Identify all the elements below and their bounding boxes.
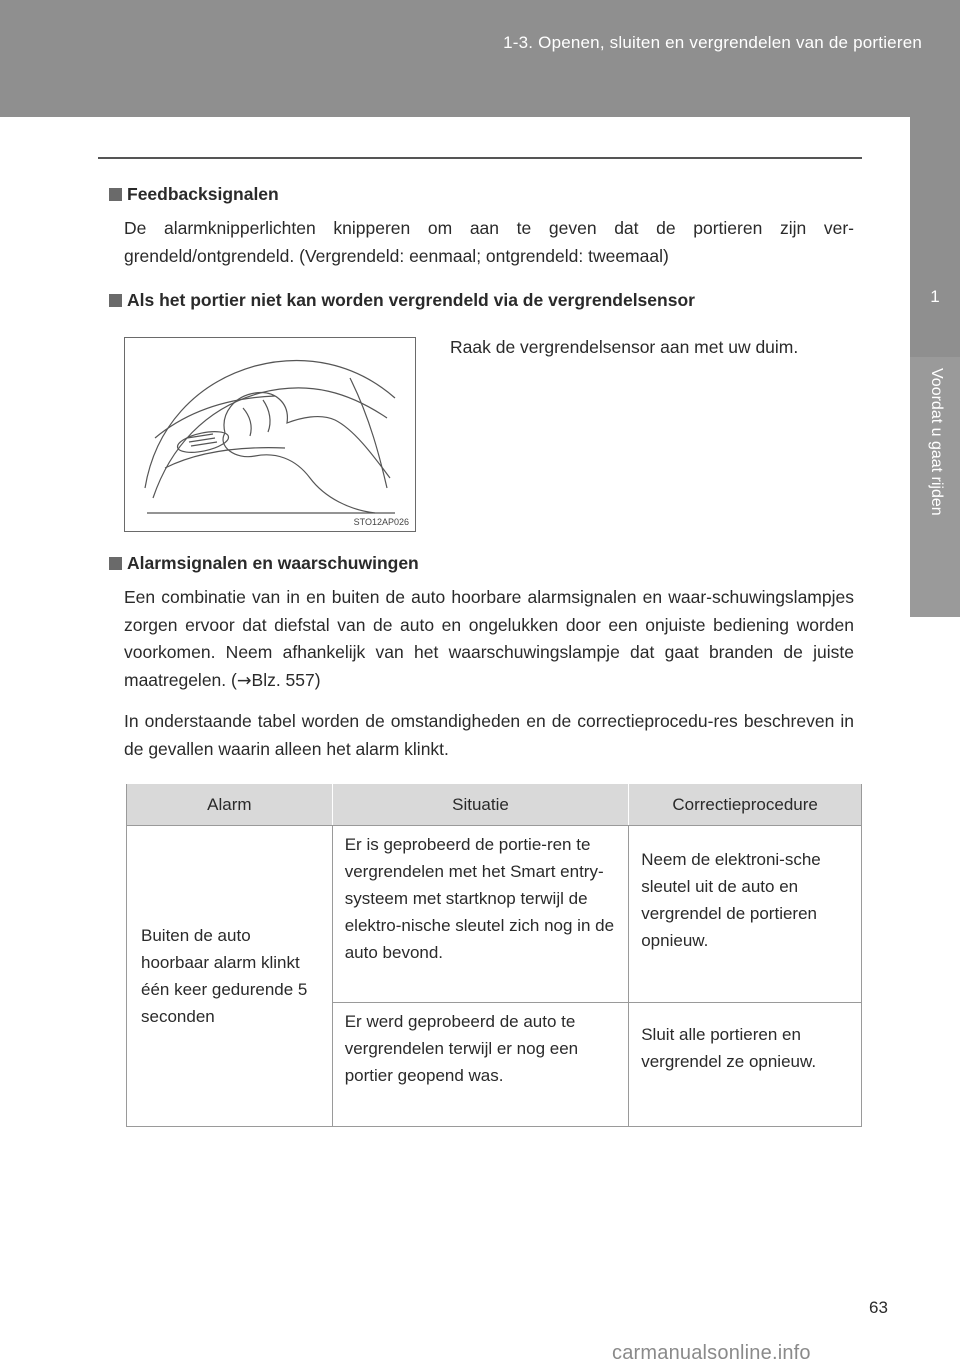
door-handle-illustration — [124, 337, 416, 532]
paragraph-feedback: De alarmknipperlichten knipperen om aan te geven dat de portieren zijn ver-grendeld/ontgrendeld. (Vergrendeld: eenmaal; ontgrendeld: tweemaal) — [124, 218, 854, 266]
arrow-icon: → — [236, 670, 252, 691]
chapter-tab — [910, 117, 960, 357]
thumb-on-handle-drawing — [125, 338, 415, 531]
situation-cell: Er werd geprobeerd de auto te vergrendelen terwijl er nog een portier geopend was. — [332, 1003, 629, 1127]
situation-cell: Er is geprobeerd de portie-ren te vergrendelen met het Smart entry-systeem met startknop terwijl de elektro-nische sleutel zich nog in de auto bevond. — [332, 826, 629, 1003]
paragraph-alarm-1: Een combinatie van in en buiten de auto hoorbare alarmsignalen en waar-schuwingslampjes zorgen ervoor dat diefstal van de auto en ongelukken door een onjuiste bediening worden voorkomen. Neem afhankelijk van het waarschuwingslampje dat gaat branden de juiste maatregelen. (→Blz. 557) — [124, 587, 854, 691]
column-header-alarm: Alarm — [127, 784, 333, 826]
square-bullet-icon — [109, 294, 122, 307]
heading-feedback: Feedbacksignalen — [109, 184, 279, 205]
column-header-situation: Situatie — [332, 784, 629, 826]
figure-code: STO12AP026 — [353, 517, 409, 527]
table-header-row — [127, 784, 862, 826]
page-number: 63 — [869, 1298, 888, 1317]
heading-sensor: Als het portier niet kan worden vergrendeld via de vergrendelsensor — [109, 290, 695, 311]
header-band — [0, 0, 960, 117]
paragraph-sensor: Raak de vergrendelsensor aan met uw duim. — [450, 337, 799, 357]
procedure-cell: Neem de elektroni-sche sleutel uit de auto en vergrendel de portieren opnieuw. — [629, 826, 862, 1003]
table-row — [127, 826, 862, 1003]
square-bullet-icon — [109, 557, 122, 570]
paragraph-alarm-2: In onderstaande tabel worden de omstandigheden en de correctieprocedu-res beschreven in de gevallen waarin alleen het alarm klinkt. — [124, 711, 854, 759]
procedure-cell: Sluit alle portieren en vergrendel ze opnieuw. — [629, 1003, 862, 1127]
square-bullet-icon — [109, 188, 122, 201]
chapter-number: 1 — [930, 287, 940, 306]
section-title: 1-3. Openen, sluiten en vergrendelen van de portieren — [503, 33, 922, 52]
heading-alarm: Alarmsignalen en waarschuwingen — [109, 553, 419, 574]
watermark: carmanualsonline.info — [612, 1342, 811, 1364]
alarm-cell: Buiten de auto hoorbaar alarm klinkt één keer gedurende 5 seconden — [127, 826, 333, 1127]
column-header-procedure: Correctieprocedure — [629, 784, 862, 826]
chapter-label: Voordat u gaat rijden — [928, 368, 945, 516]
alarm-table — [126, 784, 862, 1127]
top-divider — [98, 157, 862, 159]
